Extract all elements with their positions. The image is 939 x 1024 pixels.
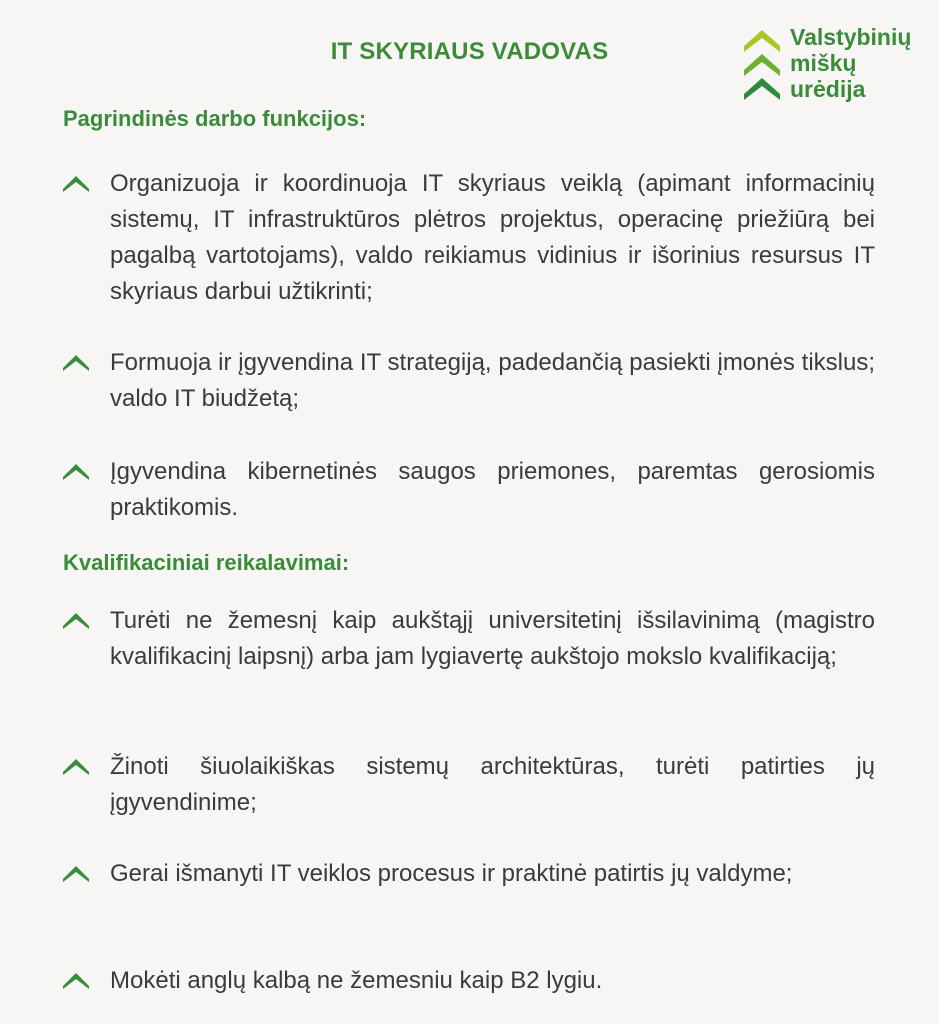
list-item-text: Gerai išmanyti IT veiklos procesus ir praktinė patirtis jų valdyme;: [110, 860, 793, 887]
logo-text: [790, 24, 911, 102]
list-item-text: Mokėti anglų kalbą ne žemesniu kaip B2 lygiu.: [110, 967, 603, 994]
list-item: [63, 345, 875, 417]
logo-line-1: Valstybinių: [790, 24, 912, 50]
list-item: [63, 603, 875, 675]
leaf-bullet-icon: [63, 866, 89, 882]
page-title: IT SKYRIAUS VADOVAS: [330, 38, 609, 65]
list-item: [63, 166, 875, 310]
list-item-text: Žinoti šiuolaikiškas sistemų architektūras, turėti patirties jų įgyvendinime;: [110, 753, 875, 816]
logo-line-3: urėdija: [790, 76, 866, 102]
tree-logo-icon: [742, 28, 782, 104]
leaf-bullet-icon: [63, 176, 89, 192]
logo-line-2: miškų: [790, 50, 857, 76]
list-item: [63, 856, 875, 892]
leaf-bullet-icon: [63, 973, 89, 989]
list-item-text: Turėti ne žemesnį kaip aukštąjį universitetinį išsilavinimą (magistro kvalifikacinį laipsnį) arba jam lygiavertę aukštojo mokslo kvalifikaciją;: [110, 607, 875, 670]
list-item: [63, 749, 875, 821]
leaf-bullet-icon: [63, 464, 89, 480]
list-item-text: Įgyvendina kibernetinės saugos priemones, paremtas gerosiomis praktikomis.: [110, 458, 875, 521]
section-heading-functions: Pagrindinės darbo funkcijos:: [63, 106, 367, 131]
organization-logo: [742, 24, 927, 110]
list-item: [63, 454, 875, 526]
list-item-text: Organizuoja ir koordinuoja IT skyriaus veiklą (apimant informacinių sistemų, IT infrastruktūros plėtros projektus, operacinę priežiūrą bei pagalbą vartotojams), valdo reikiamus vidinius ir išorinius resursus IT skyriaus darbui užtikrinti;: [110, 170, 875, 305]
leaf-bullet-icon: [63, 759, 89, 775]
leaf-bullet-icon: [63, 355, 89, 371]
list-item-text: Formuoja ir įgyvendina IT strategiją, padedančią pasiekti įmonės tikslus; valdo IT biudžetą;: [110, 349, 875, 412]
leaf-bullet-icon: [63, 613, 89, 629]
list-item: [63, 963, 875, 999]
section-heading-requirements: Kvalifikaciniai reikalavimai:: [63, 550, 350, 575]
